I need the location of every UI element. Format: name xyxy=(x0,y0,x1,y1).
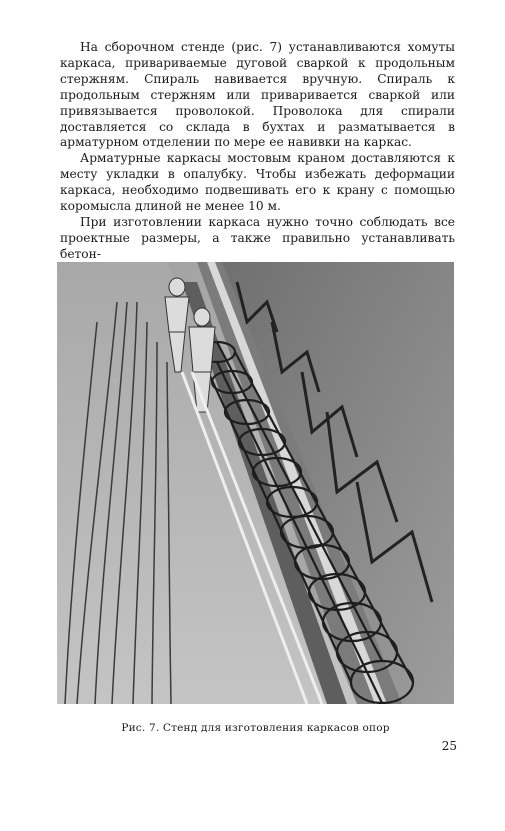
figure-photo xyxy=(57,262,454,704)
figure-caption: Рис. 7. Стенд для изготовления каркасов опор xyxy=(121,722,390,734)
stand-photo xyxy=(57,262,454,704)
paragraph-3: При изготовлении каркаса нужно точно соблюдать все проектные размеры, а также правильно устанавливать бетон- xyxy=(60,214,455,261)
paragraph-2: Арматурные каркасы мостовым краном доставляются к месту укладки в опалубку. Чтобы избежать деформации каркаса, необходимо подвешивать его к крану с помощью коромысла длиной не менее 10 м. xyxy=(60,151,455,214)
page-number: 25 xyxy=(441,739,457,753)
body-text xyxy=(60,40,455,263)
paragraph-1: На сборочном стенде (рис. 7) устанавливаются хомуты каркаса, привариваемые дуговой сваркой к продольным стержням. Спираль навивается вручную. Спираль к продольным стержням или приваривается сваркой или привязывается проволокой. Проволока для спирали доставляется со склада в бухтах и разматывается в арматурном отделении по мере ее навивки на каркас. xyxy=(60,40,455,150)
